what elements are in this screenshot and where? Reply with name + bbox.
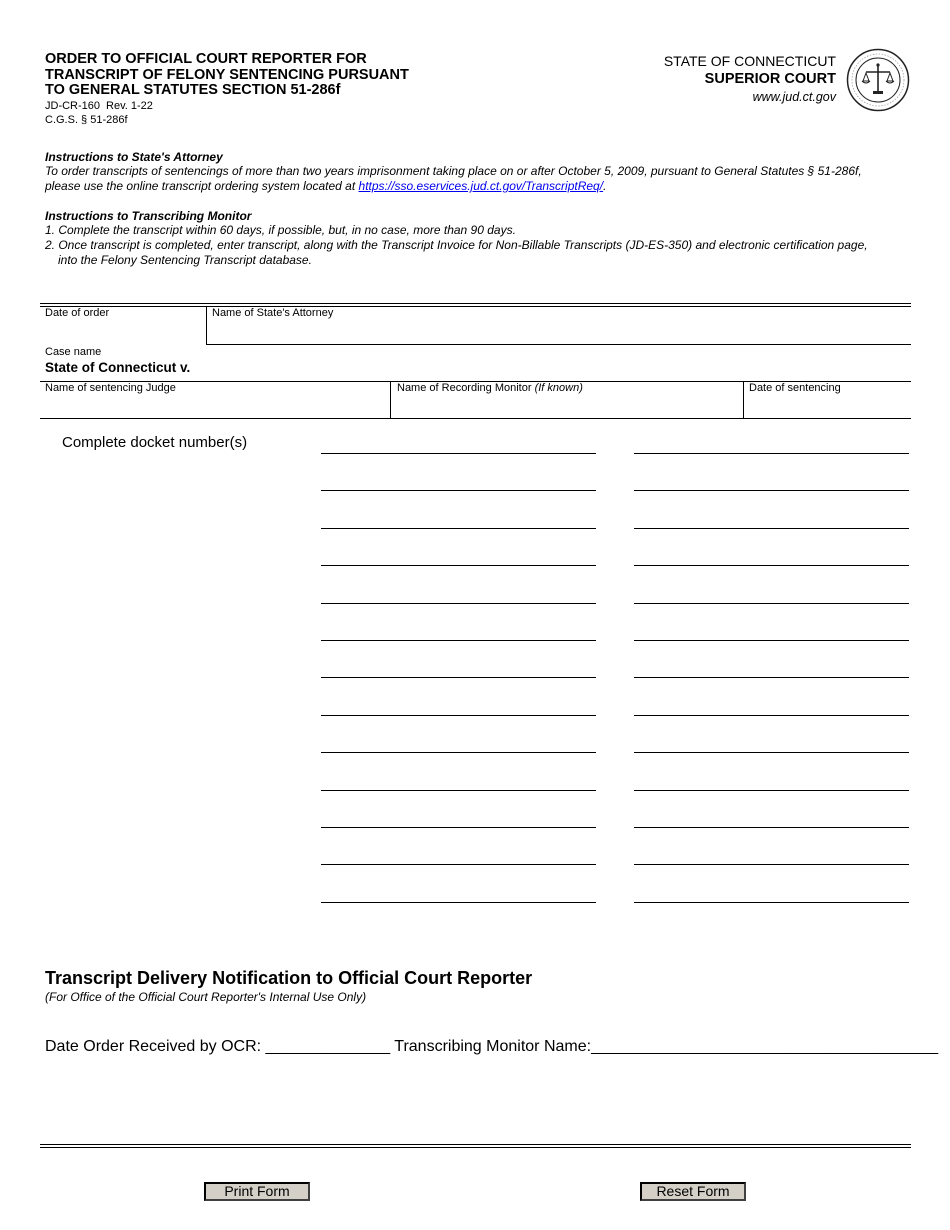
row-divider — [40, 418, 911, 419]
docket-number-line[interactable] — [321, 752, 596, 753]
monitor-instructions-list — [45, 223, 925, 268]
docket-number-line[interactable] — [321, 902, 596, 903]
docket-number-line[interactable] — [321, 603, 596, 604]
states-attorney-label: Name of State's Attorney — [212, 307, 334, 319]
docket-number-line[interactable] — [634, 603, 909, 604]
sentencing-judge-label: Name of sentencing Judge — [45, 382, 176, 394]
state-name: STATE OF CONNECTICUT — [663, 53, 836, 69]
form-revision: Rev. 1-22 — [106, 100, 153, 112]
docket-number-line[interactable] — [634, 565, 909, 566]
docket-number-line[interactable] — [321, 453, 596, 454]
recording-monitor-label-text: Name of Recording Monitor — [397, 382, 532, 394]
docket-number-line[interactable] — [321, 790, 596, 791]
form-title — [45, 52, 465, 99]
docket-number-line[interactable] — [634, 490, 909, 491]
date-of-order-field[interactable] — [42, 321, 202, 341]
recording-monitor-field[interactable] — [394, 396, 740, 416]
docket-numbers-label: Complete docket number(s) — [62, 434, 248, 451]
attorney-instructions-text — [45, 164, 925, 194]
docket-number-line[interactable] — [634, 677, 909, 678]
recording-monitor-label — [397, 382, 583, 394]
attorney-instructions-line: To order transcripts of sentencings of more than two years imprisonment taking place on or after October 5, 2009, pursuant to General Statutes § 51-286f, — [45, 164, 862, 178]
docket-number-line[interactable] — [634, 864, 909, 865]
form-top-double-rule — [40, 303, 911, 307]
docket-number-line[interactable] — [321, 864, 596, 865]
case-name-field[interactable] — [200, 359, 906, 377]
transcript-request-link[interactable]: https://sso.eservices.jud.ct.gov/TranscriptReq/ — [358, 179, 604, 193]
sentencing-judge-field[interactable] — [42, 396, 386, 416]
docket-number-line[interactable] — [634, 902, 909, 903]
sentencing-date-field[interactable] — [747, 396, 907, 416]
monitor-instruction-item: 2. Once transcript is completed, enter transcript, along with the Transcript Invoice for Non-Billable Transcripts (JD-ES-350) and electronic certification page, — [45, 238, 868, 252]
form-bottom-double-rule — [40, 1144, 911, 1148]
docket-number-line[interactable] — [321, 827, 596, 828]
docket-number-line[interactable] — [634, 752, 909, 753]
attorney-instructions-heading: Instructions to State's Attorney — [45, 150, 223, 164]
form-title-line: TO GENERAL STATUTES SECTION 51-286f — [45, 82, 341, 98]
cell-divider — [206, 307, 207, 345]
reset-form-button[interactable]: Reset Form — [640, 1182, 746, 1201]
court-name: SUPERIOR COURT — [704, 71, 836, 87]
docket-number-line[interactable] — [321, 528, 596, 529]
row-divider — [206, 344, 911, 345]
docket-number-line[interactable] — [634, 453, 909, 454]
recording-monitor-label-note: (If known) — [534, 382, 583, 394]
court-identity — [664, 53, 836, 106]
sentencing-date-label: Date of sentencing — [749, 382, 841, 394]
case-name-value: State of Connecticut v. — [45, 360, 191, 375]
print-form-button[interactable]: Print Form — [204, 1182, 310, 1201]
case-name-label: Case name — [45, 346, 102, 358]
docket-number-line[interactable] — [634, 715, 909, 716]
delivery-notification-subheading: (For Office of the Official Court Reporter's Internal Use Only) — [45, 990, 367, 1004]
attorney-instructions-line — [45, 179, 925, 194]
attorney-instructions-prefix: please use the online transcript ordering system located at — [45, 179, 359, 193]
states-attorney-field[interactable] — [210, 321, 908, 341]
form-number-row — [45, 99, 153, 113]
delivery-notification-heading: Transcript Delivery Notification to Official Court Reporter — [45, 968, 533, 988]
cell-divider — [390, 381, 391, 419]
monitor-instructions-heading: Instructions to Transcribing Monitor — [45, 209, 252, 223]
docket-number-line[interactable] — [634, 827, 909, 828]
date-of-order-label: Date of order — [45, 307, 110, 319]
docket-number-line[interactable] — [634, 640, 909, 641]
docket-number-line[interactable] — [634, 790, 909, 791]
ocr-received-row: Date Order Received by OCR: ______________ Transcribing Monitor Name:_______________________________________ — [45, 1038, 939, 1055]
monitor-instruction-item-cont: into the Felony Sentencing Transcript database. — [58, 253, 312, 267]
cell-divider — [743, 381, 744, 419]
docket-number-line[interactable] — [321, 565, 596, 566]
docket-number-line[interactable] — [321, 677, 596, 678]
attorney-instructions-suffix: . — [603, 179, 607, 193]
docket-number-line[interactable] — [634, 528, 909, 529]
docket-number-line[interactable] — [321, 490, 596, 491]
form-title-line: ORDER TO OFFICIAL COURT REPORTER FOR — [45, 51, 367, 67]
monitor-instruction-item: 1. Complete the transcript within 60 days, if possible, but, in no case, more than 90 days. — [45, 223, 516, 237]
form-title-line: TRANSCRIPT OF FELONY SENTENCING PURSUANT — [45, 66, 409, 83]
docket-number-line[interactable] — [321, 640, 596, 641]
judicial-seal-icon — [846, 48, 910, 112]
statute-reference: C.G.S. § 51-286f — [45, 114, 128, 126]
court-website: www.jud.ct.gov — [752, 90, 836, 104]
docket-number-line[interactable] — [321, 715, 596, 716]
form-number: JD-CR-160 — [45, 100, 101, 112]
